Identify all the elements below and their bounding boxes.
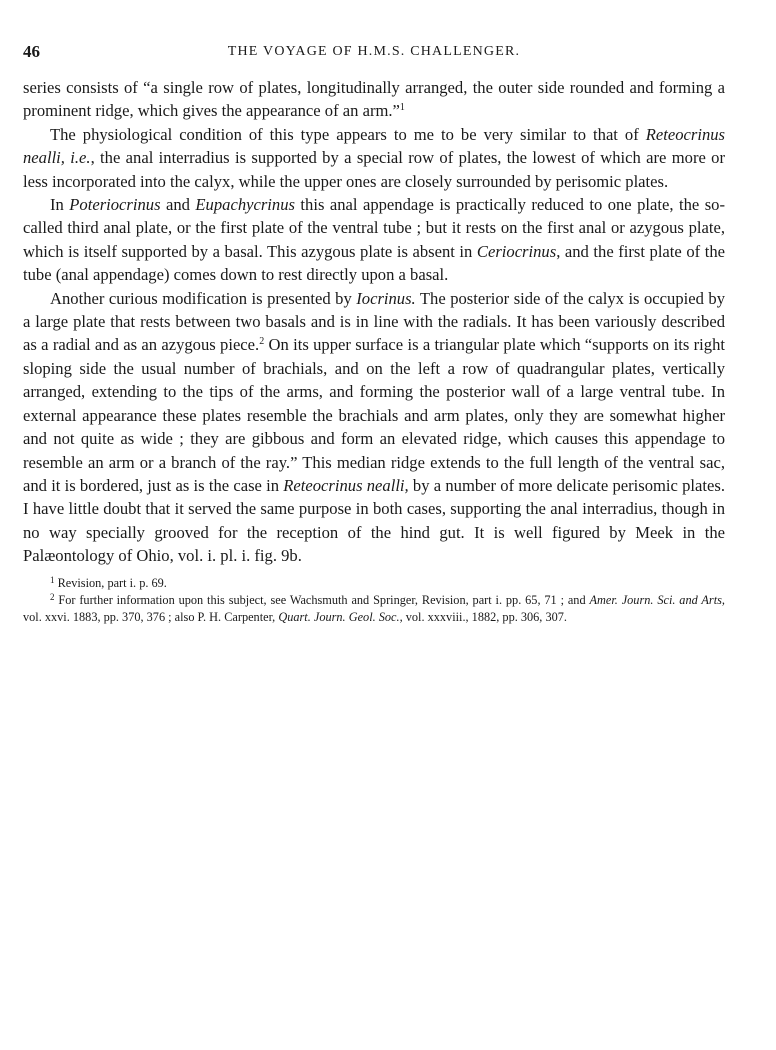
text-run: by a number of more delicate perisomic plates. I have little doubt that it served the same purpose in both cases, supporting the anal interradius, though in no way specially grooved for the reception of the hind gut. It is well figured by Meek in the Palæontology of Ohio, vol. i. pl. i. fig. 9b. bbox=[23, 475, 725, 566]
species-name: Reteocrinus nealli, i.e. bbox=[23, 124, 725, 168]
genus-name: Iocrinus. bbox=[356, 288, 416, 308]
footnotes bbox=[23, 575, 725, 626]
genus-name: Eupachycrinus bbox=[195, 195, 295, 215]
paragraph-4 bbox=[23, 287, 725, 568]
footnote-mark: 2 bbox=[50, 591, 55, 602]
paragraph-3 bbox=[23, 193, 725, 287]
journal-title: Quart. Journ. Geol. Soc., bbox=[278, 609, 403, 624]
footnote-ref-2: 2 bbox=[259, 336, 265, 348]
paragraph-1 bbox=[23, 76, 725, 123]
text-run: In bbox=[50, 195, 70, 215]
footnote-mark: 1 bbox=[50, 574, 55, 585]
page-header bbox=[23, 40, 725, 68]
footnote-ref-1: 1 bbox=[399, 102, 405, 114]
paragraph-2 bbox=[23, 123, 725, 193]
body-text bbox=[23, 76, 725, 568]
footnote-text: vol. xxvi. 1883, pp. 370, 376 ; also P. H. Carpenter, bbox=[23, 609, 279, 624]
species-name: Reteocrinus nealli, bbox=[283, 475, 409, 495]
text-run: The physiological condition of this type appears to me to be very similar to that of bbox=[50, 124, 646, 144]
footnote-text: Revision, part i. p. 69. bbox=[54, 575, 167, 590]
running-title: THE VOYAGE OF H.M.S. CHALLENGER. bbox=[227, 44, 521, 59]
footnote-text: For further information upon this subject, see Wachsmuth and Springer, Revision, part i. pp. 65, 71 ; and bbox=[54, 592, 590, 607]
page bbox=[23, 40, 725, 626]
genus-name: Ceriocrinus bbox=[476, 241, 557, 261]
footnote-2 bbox=[23, 592, 725, 626]
text-run: , and the first plate of the tube (anal appendage) comes down to rest directly upon a basal. bbox=[23, 241, 725, 285]
text-run: The posterior side of the calyx is occupied by a large plate that rests between two basals and is in line with the radials. It has been variously described as a radial and as an azygous piece. bbox=[23, 288, 725, 355]
footnote-text: vol. xxxviii., 1882, pp. 306, 307. bbox=[402, 609, 567, 624]
text-run: series consists of “a single row of plates, longitudinally arranged, the outer side rounded and forming a prominent ridge, which gives the appearance of an arm.” bbox=[23, 78, 725, 121]
genus-name: Poteriocrinus bbox=[69, 195, 161, 215]
text-run: Another curious modification is presented by bbox=[50, 288, 357, 308]
footnote-1 bbox=[23, 575, 725, 592]
journal-title: Amer. Journ. Sci. and Arts, bbox=[589, 592, 725, 607]
text-run: , the anal interradius is supported by a special row of plates, the lowest of which are more or less incorporated into the calyx, while the upper ones are closely surrounded by perisomic plates. bbox=[23, 148, 726, 191]
page-number: 46 bbox=[23, 42, 40, 61]
text-run: this anal appendage is practically reduced to one plate, the so-called third anal plate, or the first plate of the ventral tube ; but it rests on the first anal or azygous plate, which is itself supported by a basal. This azygous plate is absent in bbox=[23, 195, 725, 261]
text-run: and bbox=[160, 195, 196, 215]
text-run: On its upper surface is a triangular plate which “supports on its right sloping side the usual number of brachials, and on the left a row of quadrangular plates, vertically arranged, extending to the tips of the arms, and forming the posterior wall of a large ventral tube. In external appearance these plates resemble the brachials and arm plates, only they are somewhat higher and not quite as wide ; they are gibbous and form an elevated ridge, which causes this appendage to resemble an arm or a branch of the ray.” This median ridge extends to the full length of the ventral sac, and it is bordered, just as is the case in bbox=[23, 335, 725, 495]
